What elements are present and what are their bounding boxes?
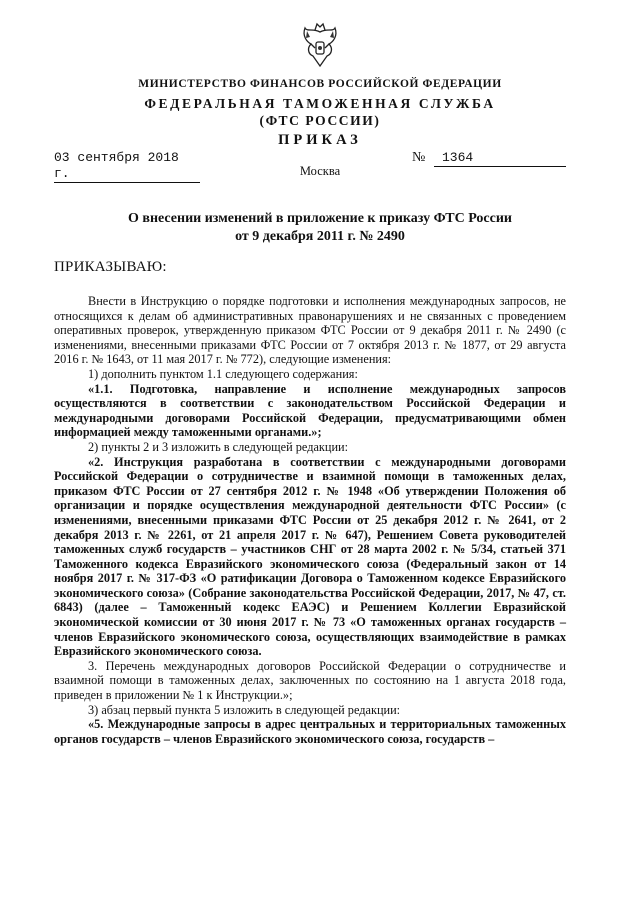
- paragraph: 3. Перечень международных договоров Российской Федерации о сотрудничестве и взаимной помощи в таможенных делах, заключенных по состоянию на 1 августа 2018 года, приведен в приложении № 1 к Инструкции.»;: [54, 658, 566, 703]
- document-title: [0, 210, 640, 246]
- paragraph: 2) пункты 2 и 3 изложить в следующей редакции:: [88, 439, 349, 454]
- paragraph: «2. Инструкция разработана в соответствии с международными договорами Российской Федерации о сотрудничестве и взаимной помощи в таможенных делах, приказом ФТС России от 27 сентября 2012 г. № 1948 «Об утверждении Положения об организации и порядке осуществления международной деятельности ФТС России» (с изменениями, внесенными приказами ФТС России от 25 декабря 2012 г. № 2641, от 2 декабря 2013 г. № 2261, от 21 апреля 2017 г. № 647), Решением Совета руководителей таможенных служб государств – участников СНГ от 28 марта 2002 г. № 5/34, статьей 371 Таможенного кодекса Евразийского экономического союза (Федеральный закон от 14 ноября 2017 г. № 317-ФЗ «О ратификации Договора о Таможенном кодексе Евразийского экономического союза» (Собрание законодательства Российской Федерации, 2017, № 47, ст. 6843) (далее – Таможенный кодекс ЕАЭС) и Решением Коллегии Евразийской экономической комиссии от 30 июня 2017 г. № 73 «О таможенных органах государств – членов Евразийского экономического союза, осуществляющих взаимодействие в рамках Евразийского экономического союза.: [54, 454, 566, 659]
- paragraph: 3) абзац первый пункта 5 изложить в следующей редакции:: [88, 702, 401, 717]
- order-number: 1364: [434, 150, 566, 167]
- number-label: №: [412, 150, 426, 165]
- paragraph: «5. Международные запросы в адрес центральных и территориальных таможенных органов государств – членов Евразийского экономического союза, государств –: [54, 717, 566, 746]
- title-line-1: О внесении изменений в приложение к приказу ФТС России: [128, 211, 512, 226]
- paragraph: «1.1. Подготовка, направление и исполнение международных запросов осуществляются в соответствии с законодательством Российской Федерации и международными договорами Российской Федерации, предусматривающими обмен информацией между таможенными органами.»;: [54, 381, 566, 440]
- paragraph: Внести в Инструкцию о порядке подготовки и исполнения международных запросов, не относящихся к делам об административных правонарушениях и не связанных с проведением оперативных проверок, утвержденную приказом ФТС России от 9 декабря 2011 г. № 2490 (с изменениями, внесенными приказами ФТС России от 7 октября 2013 г. № 1877, от 29 августа 2016 г. № 1643, от 11 мая 2017 г. № 772), следующие изменения:: [54, 294, 566, 367]
- document-type: ПРИКАЗ: [278, 132, 362, 148]
- service-abbr: (ФТС РОССИИ): [259, 113, 381, 128]
- emblem-icon: [299, 22, 341, 70]
- city: Москва: [299, 164, 341, 178]
- order-word: ПРИКАЗЫВАЮ:: [54, 259, 167, 275]
- document-body: [54, 294, 566, 746]
- paragraph: 1) дополнить пунктом 1.1 следующего содержания:: [88, 366, 358, 381]
- order-date: 03 сентября 2018 г.: [54, 150, 200, 183]
- ministry-name: МИНИСТЕРСТВО ФИНАНСОВ РОССИЙСКОЙ ФЕДЕРАЦИИ: [138, 78, 502, 90]
- title-line-2: от 9 декабря 2011 г. № 2490: [235, 229, 405, 244]
- service-name: ФЕДЕРАЛЬНАЯ ТАМОЖЕННАЯ СЛУЖБА: [144, 96, 496, 111]
